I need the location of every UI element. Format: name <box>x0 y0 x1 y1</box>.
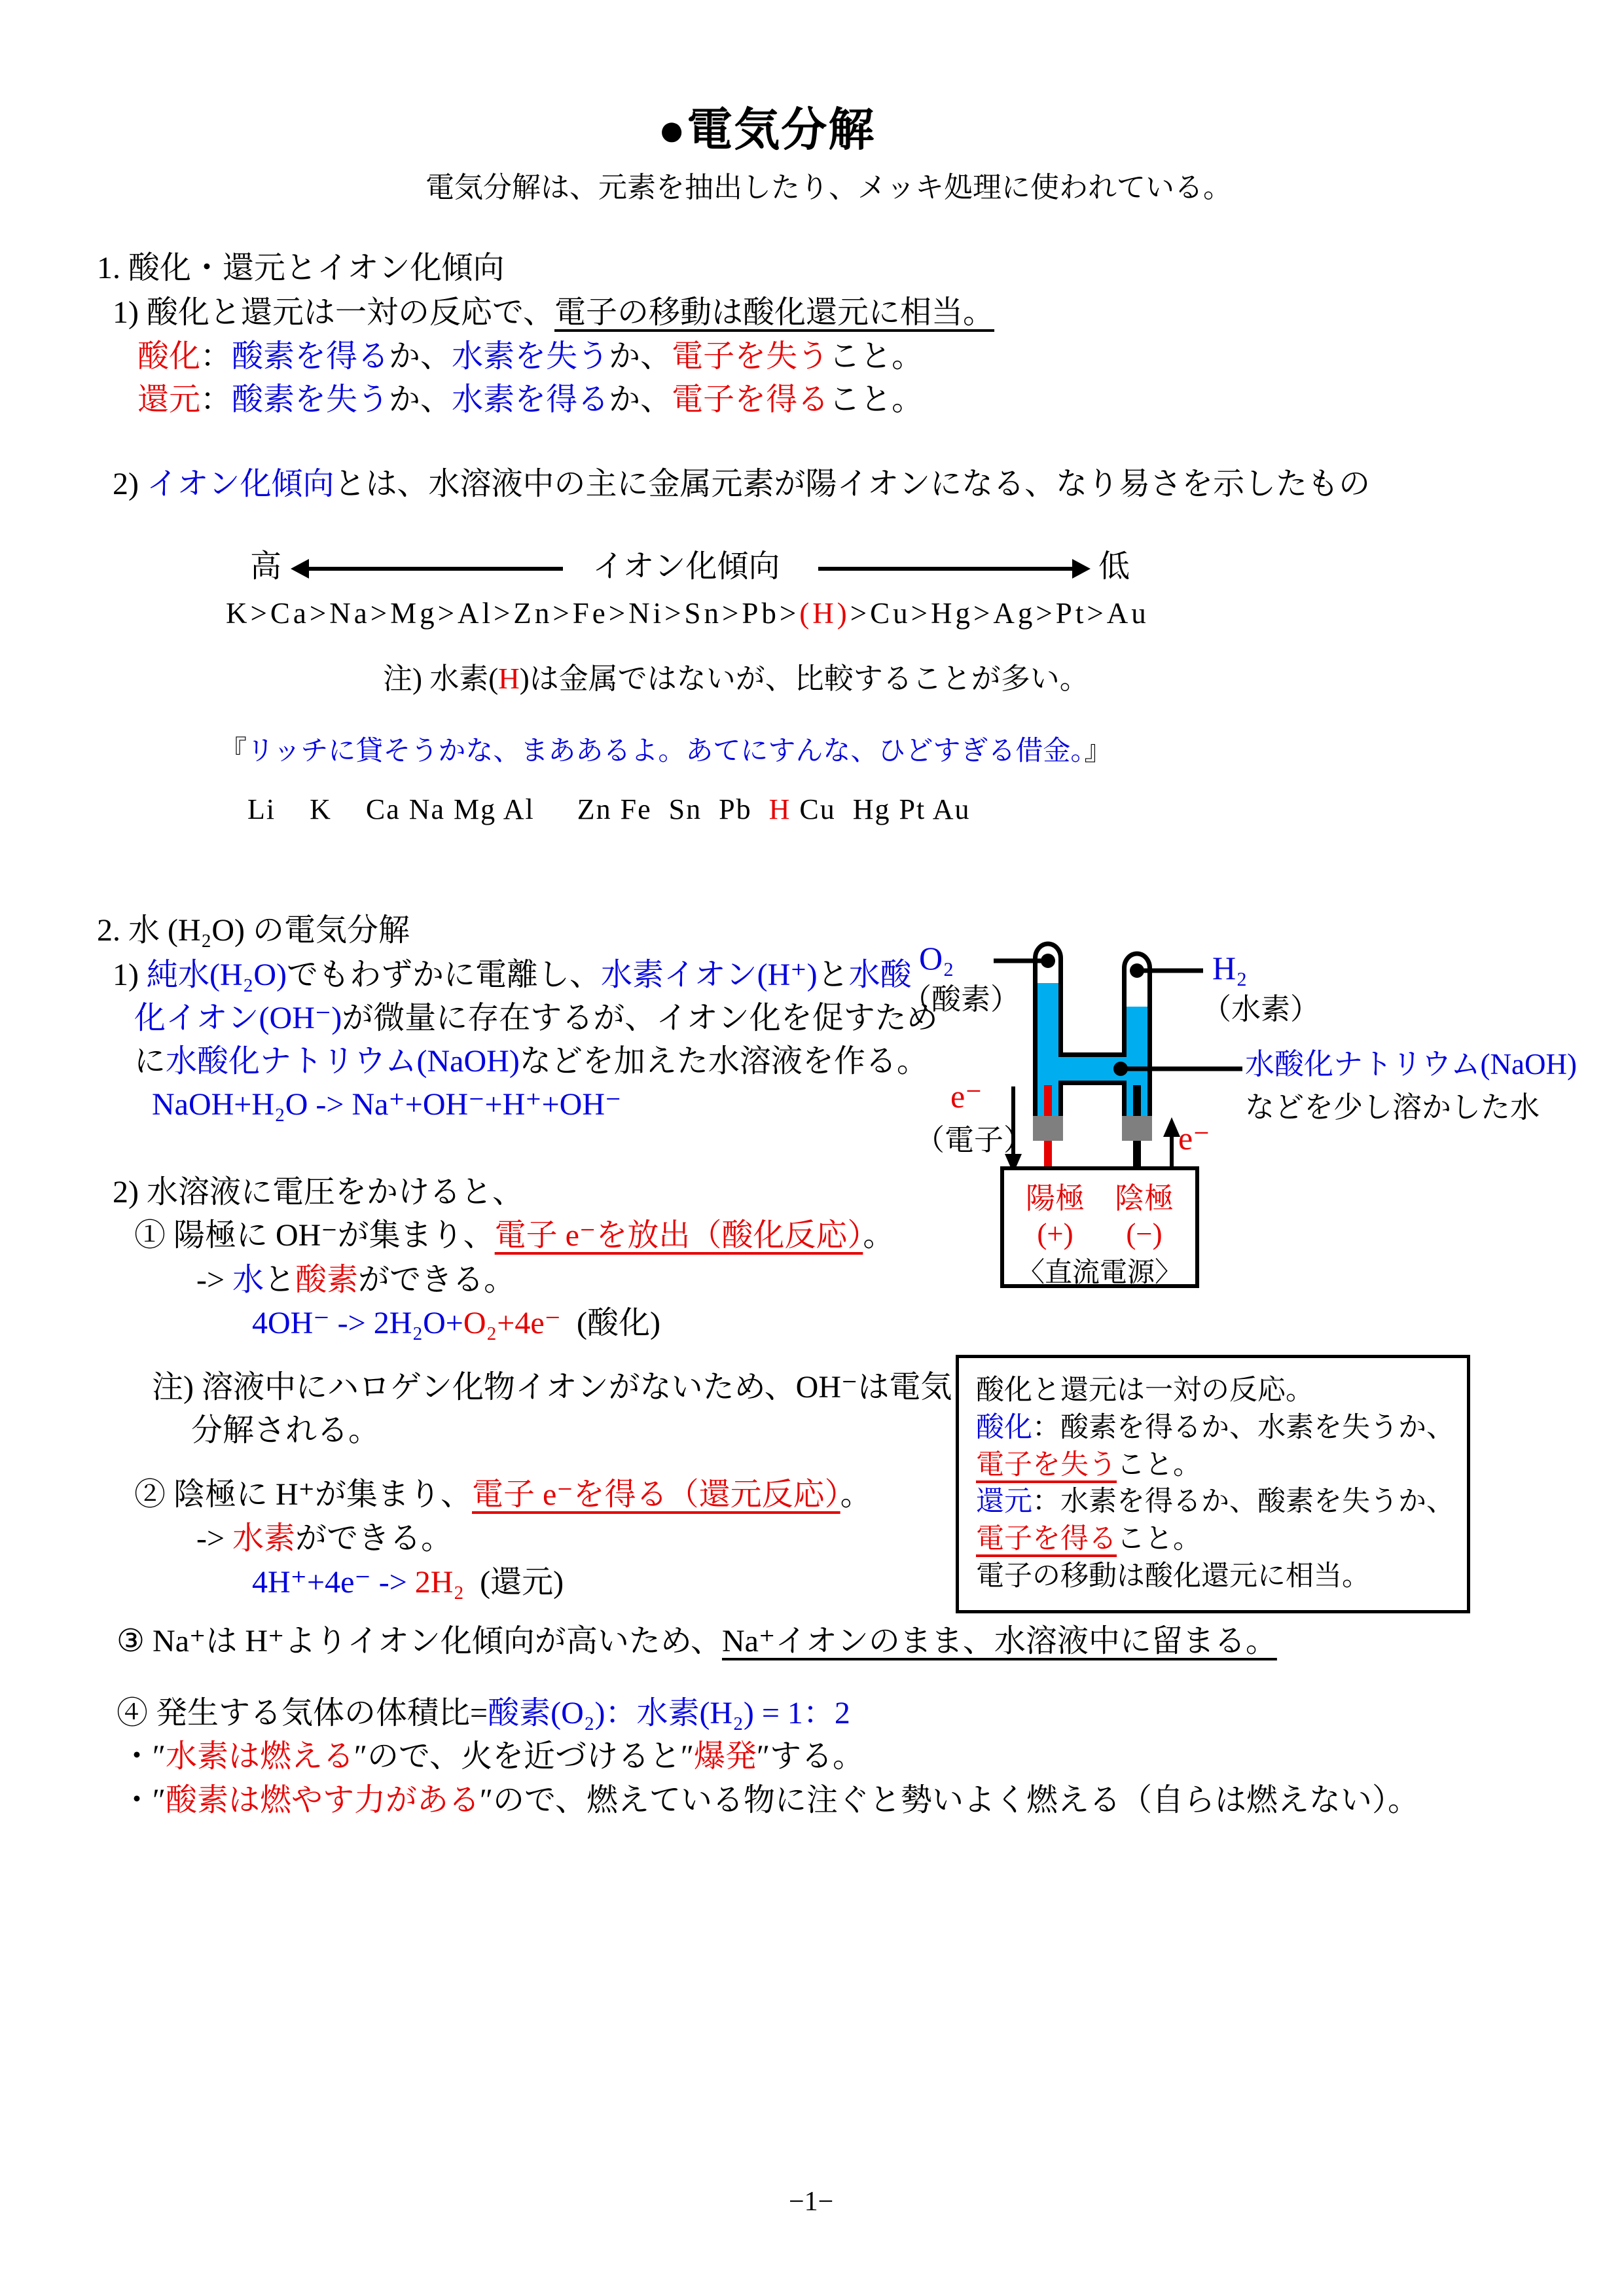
page-number: −1− <box>789 2187 834 2217</box>
h2-dot-icon <box>1130 963 1144 978</box>
dc-power-supply-box <box>1000 1166 1199 1288</box>
line-mnemonic: 『リッチに貸そうかな、まああるよ。あてにすんな、ひどすぎる借金。』 <box>219 736 1112 766</box>
line-voltage-intro: 2) 水溶液に電圧をかけると、 <box>113 1175 524 1210</box>
page-subtitle: 電気分解は、元素を抽出したり、メッキ処理に使われている。 <box>425 171 1232 204</box>
line-anode-reaction: ① 陽極に OH⁻が集まり、電子 e⁻を放出（酸化反応）。 <box>134 1218 895 1253</box>
ionization-axis-high: 高 <box>250 549 282 584</box>
anode-stopper <box>1033 1116 1063 1141</box>
h2-name-label: （水素） <box>1202 993 1320 1026</box>
cathode-stopper <box>1122 1116 1152 1141</box>
line-hydrogen-note: 注) 水素(H)は金属ではないが、比較することが多い。 <box>383 662 1089 695</box>
ionization-axis-low: 低 <box>1098 549 1130 584</box>
electron-left-label: e⁻ <box>950 1078 983 1115</box>
anode-electrode <box>1044 1085 1052 1116</box>
page-title: ●電気分解 <box>658 105 876 156</box>
line-oxidation-def: 酸化：酸素を得るか、水素を失うか、電子を失うこと。 <box>137 339 924 374</box>
ionization-arrow-left-icon <box>308 567 563 571</box>
line-element-row: Li K Ca Na Mg Al Zn Fe Sn Pb H Cu Hg Pt Au <box>247 793 971 825</box>
line-ionization-intro: 2) イオン化傾向とは、水溶液中の主に金属元素が陽イオンになる、なり易さを示したもの <box>113 467 1371 501</box>
line-cathode-reaction: ② 陰極に H⁺が集まり、電子 e⁻を得る（還元反応）。 <box>134 1477 872 1512</box>
electron-left-name-label: （電子） <box>915 1124 1034 1157</box>
line-anode-products: -> 水と酸素ができる。 <box>196 1263 516 1297</box>
line-naoh-equation: NaOH+H₂O -> Na⁺+OH⁻+H⁺+OH⁻ <box>152 1087 622 1122</box>
line-cathode-products: -> 水素ができる。 <box>196 1521 453 1556</box>
summary-line-5: 電子を得ること。 <box>976 1524 1201 1554</box>
line-ionization-series: K>Ca>Na>Mg>Al>Zn>Fe>Ni>Sn>Pb>(H)>Cu>Hg>Ag>Pt>Au <box>226 597 1149 630</box>
line-purewater-1: 1) 純水(H₂O)でもわずかに電離し、水素イオン(H⁺)と水酸 <box>113 958 912 992</box>
ionization-axis-label: イオン化傾向 <box>592 549 780 584</box>
crossbar-bottom-wall <box>1058 1081 1127 1085</box>
line-sodium-ion-note: ③ Na⁺は H⁺よりイオン化傾向が高いため、Na⁺イオンのまま、水溶液中に留まる。 <box>117 1624 1277 1659</box>
line-redox-pair: 1) 酸化と還元は一対の反応で、電子の移動は酸化還元に相当。 <box>113 295 995 330</box>
dc-source-label: 〈直流電源〉 <box>1017 1258 1182 1288</box>
summary-line-4: 還元：水素を得るか、酸素を失うか、 <box>976 1486 1454 1518</box>
summary-line-1: 酸化と還元は一対の反応。 <box>976 1375 1314 1406</box>
crossbar-top-wall <box>1058 1052 1127 1057</box>
summary-line-2: 酸化：酸素を得るか、水素を失うか、 <box>976 1412 1454 1443</box>
cathode-wire <box>1133 1141 1141 1168</box>
naoh-label-line2: などを少し溶かした水 <box>1245 1091 1540 1124</box>
summary-line-6: 電子の移動は酸化還元に相当。 <box>976 1560 1370 1592</box>
electron-right-label: e⁻ <box>1178 1120 1210 1157</box>
line-reduction-def: 還元：酸素を失うか、水素を得るか、電子を得ること。 <box>137 382 924 417</box>
h2-label: H₂ <box>1212 950 1248 986</box>
section1-heading: 1. 酸化・還元とイオン化傾向 <box>97 251 505 285</box>
line-purewater-2: 化イオン(OH⁻)が微量に存在するが、イオン化を促すため <box>134 1001 938 1035</box>
naoh-label-line1: 水酸化ナトリウム(NaOH) <box>1245 1048 1577 1081</box>
line-halide-note-2: 分解される。 <box>191 1413 380 1448</box>
o2-label: O₂ <box>919 940 954 977</box>
ionization-arrow-right-icon <box>818 567 1074 571</box>
section2-heading: 2. 水 (H₂O) の電気分解 <box>97 913 410 948</box>
minus-terminal-label: (−) <box>1126 1217 1163 1250</box>
line-hydrogen-burns: ・″水素は燃える″ので、火を近づけると″爆発″する。 <box>121 1739 865 1774</box>
line-cathode-equation: 4H⁺+4e⁻ -> 2H₂ (還元) <box>252 1565 564 1600</box>
anode-wire <box>1044 1141 1052 1168</box>
line-oxygen-supports: ・″酸素は燃やす力がある″ので、燃えている物に注ぐと勢いよく燃える（自らは燃えない）。 <box>121 1783 1420 1818</box>
o2-name-label: （酸素） <box>902 983 1020 1016</box>
line-anode-equation: 4OH⁻ -> 2H₂O+O₂+4e⁻ (酸化) <box>252 1306 660 1340</box>
line-halide-note-1: 注) 溶液中にハロゲン化物イオンがないため、OH⁻は電気 <box>152 1370 952 1405</box>
o2-dot-icon <box>1041 954 1055 968</box>
naoh-dot-icon <box>1113 1062 1128 1076</box>
cathode-electrode <box>1133 1085 1141 1116</box>
summary-line-3: 電子を失うこと。 <box>976 1449 1201 1480</box>
plus-terminal-label: (+) <box>1037 1217 1074 1250</box>
line-gas-volume-ratio: ④ 発生する気体の体積比=酸素(O₂)：水素(H₂) = 1：2 <box>117 1696 850 1731</box>
cathode-label: 陰極 <box>1114 1182 1174 1215</box>
anode-label: 陽極 <box>1025 1182 1085 1215</box>
line-purewater-3: に水酸化ナトリウム(NaOH)などを加えた水溶液を作る。 <box>134 1044 928 1079</box>
redox-summary-box <box>956 1355 1470 1613</box>
